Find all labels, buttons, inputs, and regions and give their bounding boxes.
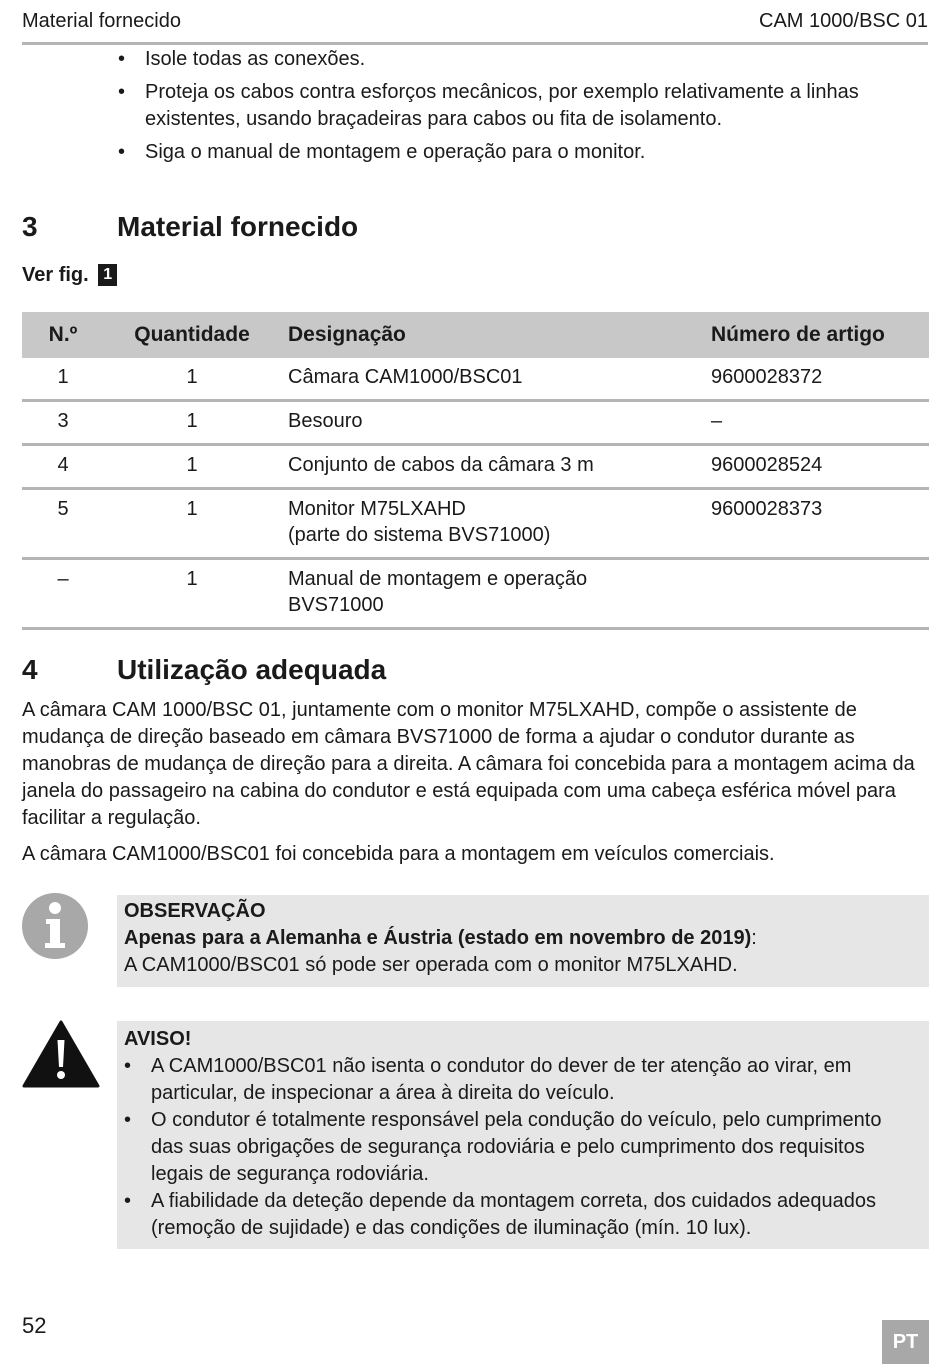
cell-article <box>703 559 929 629</box>
header-chapter: Material fornecido <box>22 10 181 32</box>
commercial-vehicles-paragraph: A câmara CAM1000/BSC01 foi concebida para a montagem em veículos comerciais. <box>22 843 775 865</box>
page-header <box>22 10 928 45</box>
cell-qty: 1 <box>104 445 280 489</box>
table-row <box>22 559 929 629</box>
cell-designation <box>280 401 703 445</box>
designation-text-line2: BVS71000 <box>288 594 384 616</box>
note-scope-line <box>124 925 929 952</box>
list-item: • Isole todas as conexões. <box>118 46 930 73</box>
designation-text: Monitor M75LXAHD <box>288 498 466 520</box>
cell-designation <box>280 445 703 489</box>
delivery-scope-table <box>22 312 929 630</box>
see-fig-label: Ver fig. <box>22 264 89 286</box>
language-badge: PT <box>882 1320 929 1364</box>
warning-heading: AVISO! <box>124 1028 192 1050</box>
cell-designation <box>280 358 703 401</box>
list-item: • Siga o manual de montagem e operação para o monitor. <box>118 139 930 166</box>
column-header-no: N.º <box>22 312 104 358</box>
section-number: 3 <box>22 211 38 242</box>
section-3-heading <box>22 211 358 243</box>
section-title: Material fornecido <box>117 211 359 242</box>
cell-qty: 1 <box>104 489 280 559</box>
section-number: 4 <box>22 654 38 685</box>
warning-box <box>117 1021 929 1249</box>
column-header-quantity: Quantidade <box>104 312 280 358</box>
note-text: A CAM1000/BSC01 só pode ser operada com o monitor M75LXAHD. <box>124 954 738 976</box>
table-header-row <box>22 312 929 358</box>
designation-text: Câmara CAM1000/BSC01 <box>288 366 523 388</box>
section-4-heading <box>22 654 386 686</box>
note-bold-suffix: : <box>751 927 757 949</box>
section-title: Utilização adequada <box>117 654 387 685</box>
list-item: • A fiabilidade da deteção depende da montagem correta, dos cuidados adequados (remoção de sujidade) e das condições de iluminação (mín. 10 lux). <box>124 1188 919 1242</box>
designation-text: Manual de montagem e operação <box>288 568 588 590</box>
column-header-article-number: Número de artigo <box>703 312 929 358</box>
cell-article: 9600028373 <box>703 489 929 559</box>
cell-qty: 1 <box>104 358 280 401</box>
cell-no: 1 <box>22 358 104 401</box>
page-number: 52 <box>22 1313 47 1338</box>
cell-designation <box>280 489 703 559</box>
see-figure-reference <box>22 264 117 287</box>
cell-no: 3 <box>22 401 104 445</box>
cell-no: 5 <box>22 489 104 559</box>
table-row <box>22 358 929 401</box>
list-item: • A CAM1000/BSC01 não isenta o condutor do dever de ter atenção ao virar, em particular, de inspecionar a área à direita do veículo. <box>124 1053 919 1107</box>
cell-no: 4 <box>22 445 104 489</box>
designation-text-line2: (parte do sistema BVS71000) <box>288 524 551 546</box>
designation-text: Besouro <box>288 410 363 432</box>
top-bullet-list <box>118 46 930 172</box>
column-header-designation: Designação <box>280 312 703 358</box>
cell-designation <box>280 559 703 629</box>
cell-qty: 1 <box>104 559 280 629</box>
table-row <box>22 445 929 489</box>
table-row <box>22 401 929 445</box>
header-model: CAM 1000/BSC 01 <box>759 10 928 32</box>
note-heading: OBSERVAÇÃO <box>124 900 266 922</box>
list-item: • Proteja os cabos contra esforços mecânicos, por exemplo relativamente a linhas existentes, usando braçadeiras para cabos ou fita de isolamento. <box>118 79 930 133</box>
designation-text: Conjunto de cabos da câmara 3 m <box>288 454 594 476</box>
warning-triangle-icon <box>22 1020 100 1088</box>
list-item: • O condutor é totalmente responsável pela condução do veículo, pelo cumprimento das suas obrigações de segurança rodoviária e pelo cumprimento dos requisitos legais de segurança rodoviária. <box>124 1107 919 1188</box>
intended-use-paragraph: A câmara CAM 1000/BSC 01, juntamente com o monitor M75LXAHD, compõe o assistente de mudança de direção baseado em câmara BVS71000 de forma a ajudar o condutor durante as manobras de mudança de direção para a direita. A câmara foi concebida para a montagem acima da janela do passageiro na cabina do condutor e está equipada com uma cabeça esférica móvel para facilitar a regulação. <box>22 699 915 829</box>
note-box <box>117 895 929 987</box>
note-bold-line: Apenas para a Alemanha e Áustria (estado em novembro de 2019) <box>124 927 752 949</box>
info-icon <box>22 893 88 959</box>
table-row <box>22 489 929 559</box>
cell-no: – <box>22 559 104 629</box>
cell-qty: 1 <box>104 401 280 445</box>
cell-article: – <box>703 401 929 445</box>
figure-number-badge: 1 <box>98 264 117 286</box>
cell-article: 9600028524 <box>703 445 929 489</box>
cell-article: 9600028372 <box>703 358 929 401</box>
